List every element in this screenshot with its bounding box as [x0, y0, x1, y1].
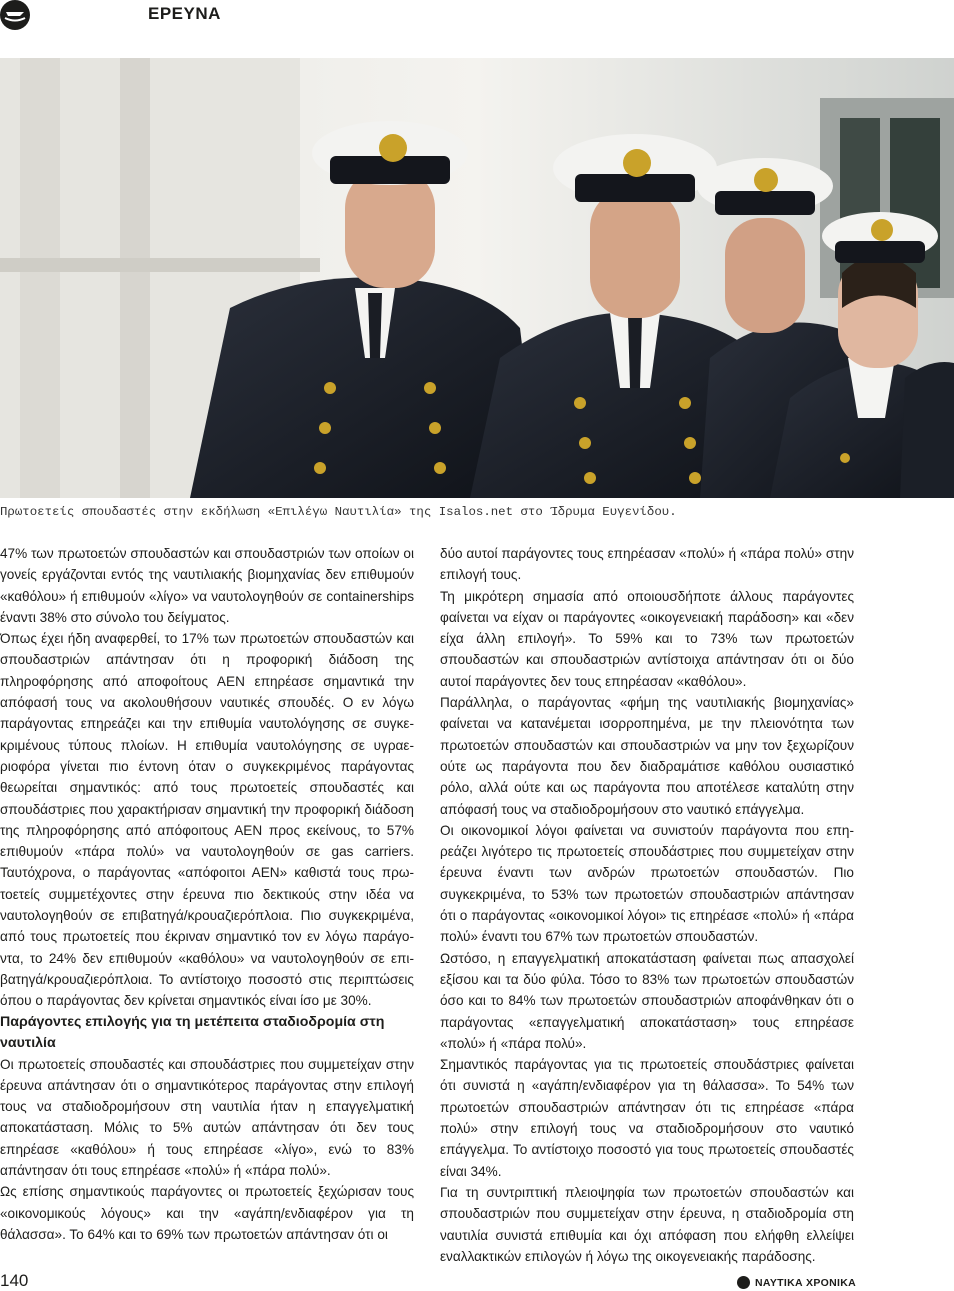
magazine-name: ΝΑΥΤΙΚΑ ΧΡΟΝΙΚΑ — [755, 1276, 856, 1289]
paragraph: Όπως έχει ήδη αναφερθεί, το 17% των πρωτοετών σπουδαστών και σπουδαστριών απάντησαν ότι η προφορική διάδοση της πληροφόρησης από αποφοίτους ΑΕΝ επηρέασε σημαντικά την απόφασή τους να ακολουθήσουν ναυτικές σπουδές. Ο εν λόγω παράγοντας επηρεάζει και την επιθυμία ναυτολόγησης σε συγκεκριμένους τύπους πλοίων. Η επιθυμία ναυτολόγησης σε υγραεριοφόρα γίνεται πιο έντονη όταν ο συγκεκριμένος παράγοντας θεωρείται σημαντικός: από τους πρωτοετείς σπουδαστές και σπουδάστριες που χαρακτήρισαν σημαντική την προφορική διάδοση της πληροφόρησης από απόφοιτους ΑΕΝ προς εκείνους, το 57% επιθυμούν «πάρα πολύ» να ναυτολογηθούν σε gas carriers. Ταυτόχρονα, ο παράγοντας «απόφοιτοι ΑΕΝ» καθιστά τους πρωτοετείς συμμετέχοντες στην έρευνα πιο δεκτικούς στην ιδέα να ναυτολογηθούν σε επιβατηγά/κρουαζιερόπλοια. Πιο συγκεκριμένα, από τους πρωτοετείς που έκριναν σημαντικό τον εν λόγω παράγοντα, το 24% δεν επιθυμούν «καθόλου» να ναυτολογηθούν σε επιβατηγά/κρουαζιερόπλοια. Το αντίστοιχο ποσοστό στις περιπτώσεις όπου ο παράγοντας δεν κρίνεται σημαντικός είναι ίσο με 30%. — [0, 631, 414, 1009]
paragraph: Οι οικονομικοί λόγοι φαίνεται να συνιστούν παράγοντα που επηρεάζει λιγότερο τις πρωτοετείς σπουδάστριες που συμμετείχαν στην έρευνα έναντι των ανδρών πρωτοετών σπουδαστών. Πιο συγκεκριμένα, το 53% των πρωτοετών σπουδαστριών απάντησαν ότι ο παράγοντας «οικονομικοί λόγοι» τις επηρέασε «πολύ» ή «πάρα πολύ» έναντι του 67% των πρωτοετών σπουδαστών. — [440, 822, 854, 945]
paragraph: Παράλληλα, ο παράγοντας «φήμη της ναυτιλιακής βιομηχανίας» φαίνεται να κατανέμεται ισορροπημένα, με την πλειονότητα των πρωτοετών σπουδαστών και σπουδαστριών να μην τον ξεχωρίζουν ούτε ως παράγοντα που δεν διαδραμάτισε καθόλου ουσιαστικό ρόλο, αλλά ούτε και ως παράγοντα που αποτέλεσε καταλύτη στην απόφασή τους να σταδιοδρομήσουν στο ναυτικό επάγγελμα. — [440, 695, 854, 817]
magazine-logo-icon — [737, 1276, 750, 1289]
paragraph: Σημαντικός παράγοντας για τις πρωτοετείς σπουδάστριες φαίνεται ότι συνιστά η «αγάπη/ενδιαφέρον για τη θάλασσα». Το 54% των πρωτοετών σπουδαστριών απάντησαν ότι τις επηρέασε «πάρα πολύ» στην επιλογή τους να σταδιοδρομήσουν στο ναυτικό επάγγελμα. Το αντίστοιχο ποσοστό για τους πρωτοετείς σπουδαστές είναι 34%. — [440, 1057, 854, 1179]
paragraph: Για τη συντριπτική πλειοψηφία των πρωτοετών σπουδαστών και σπουδαστριών που συμμετείχαν στην έρευνα, η σταδιοδρομία στη ναυτιλία συνιστά επιθυμία και όχι απόφαση που ελήφθη ελλείψει εναλλακτικών επιλογών ή λόγω της οικογενειακής παράδοσης. — [440, 1184, 854, 1264]
cadets-photo — [0, 58, 954, 498]
paragraph: Οι πρωτοετείς σπουδαστές και σπουδάστριες που συμμετείχαν στην έρευνα απάντησαν ότι ο σημαντικότερος παράγοντας στην επιλογή τους να σταδιοδρομήσουν στη ναυτιλία ήταν η επαγγελματική αποκατάσταση. Μόλις το 5% αυτών απάντησαν ότι δεν τους επηρέασε «καθόλου» ή τους επηρέασε «λίγο», ενώ το 83% απάντησαν ότι τους επηρέασε «πολύ» ή «πάρα πολύ». — [0, 1056, 414, 1179]
paragraph: 47% των πρωτοετών σπουδαστών και σπουδαστριών των οποίων οι γονείς εργάζονται εντός της ναυτιλιακής βιομηχανίας δεν επιθυμούν «καθόλου» ή επιθυμούν «λίγο» να ναυτολογηθούν σε containerships έναντι 38% στο σύνολο του δείγματος. — [0, 546, 414, 625]
paragraph: δύο αυτοί παράγοντες τους επηρέασαν «πολύ» ή «πάρα πολύ» στην επιλογή τους. — [440, 546, 854, 583]
right-column — [440, 543, 854, 1267]
section-subheading: Παράγοντες επιλογής για τη μετέπειτα σταδιοδρομία στη ναυτιλία — [0, 1013, 385, 1051]
section-label: ΕΡΕΥΝΑ — [148, 4, 221, 23]
paragraph: Ωστόσο, η επαγγελματική αποκατάσταση φαίνεται πως απασχολεί εξίσου και τα δύο φύλα. Τόσο το 83% των πρωτοετών σπουδαστών όσο και το 84% των πρωτοετών σπουδαστριών αποφάνθηκαν ότι ο παράγοντας «επαγγελματική αποκατάσταση» τους επηρέασε «πολύ» ή «πάρα πολύ». — [440, 950, 854, 1051]
paragraph: Τη μικρότερη σημασία από οποιουσδήποτε άλλους παράγοντες φαίνεται να είχαν οι παράγοντες «οικογενειακή παράδοση» και «δεν είχα άλλη επιλογή». Το 59% και το 73% των πρωτοετών σπουδαστών και σπουδαστριών αντίστοιχα απάντησαν ότι οι δύο αυτοί παράγοντες δεν τους επηρέασαν «καθόλου». — [440, 588, 854, 689]
left-column — [0, 543, 414, 1245]
photo-caption: Πρωτοετείς σπουδαστές στην εκδήλωση «Επιλέγω Ναυτιλία» της Isalos.net στο Ίδρυμα Ευγενίδου. — [0, 505, 677, 519]
magazine-logo — [737, 1276, 856, 1289]
paragraph: Ως επίσης σημαντικούς παράγοντες οι πρωτοετείς ξεχώρισαν τους «οικονομικούς λόγους» και την «αγάπη/ενδιαφέρον για τη θάλασσα». Το 64% και το 69% των πρωτοετών απάντησαν ότι οι — [0, 1184, 414, 1242]
page-number: 140 — [0, 1271, 29, 1290]
ship-logo-icon — [0, 0, 30, 30]
